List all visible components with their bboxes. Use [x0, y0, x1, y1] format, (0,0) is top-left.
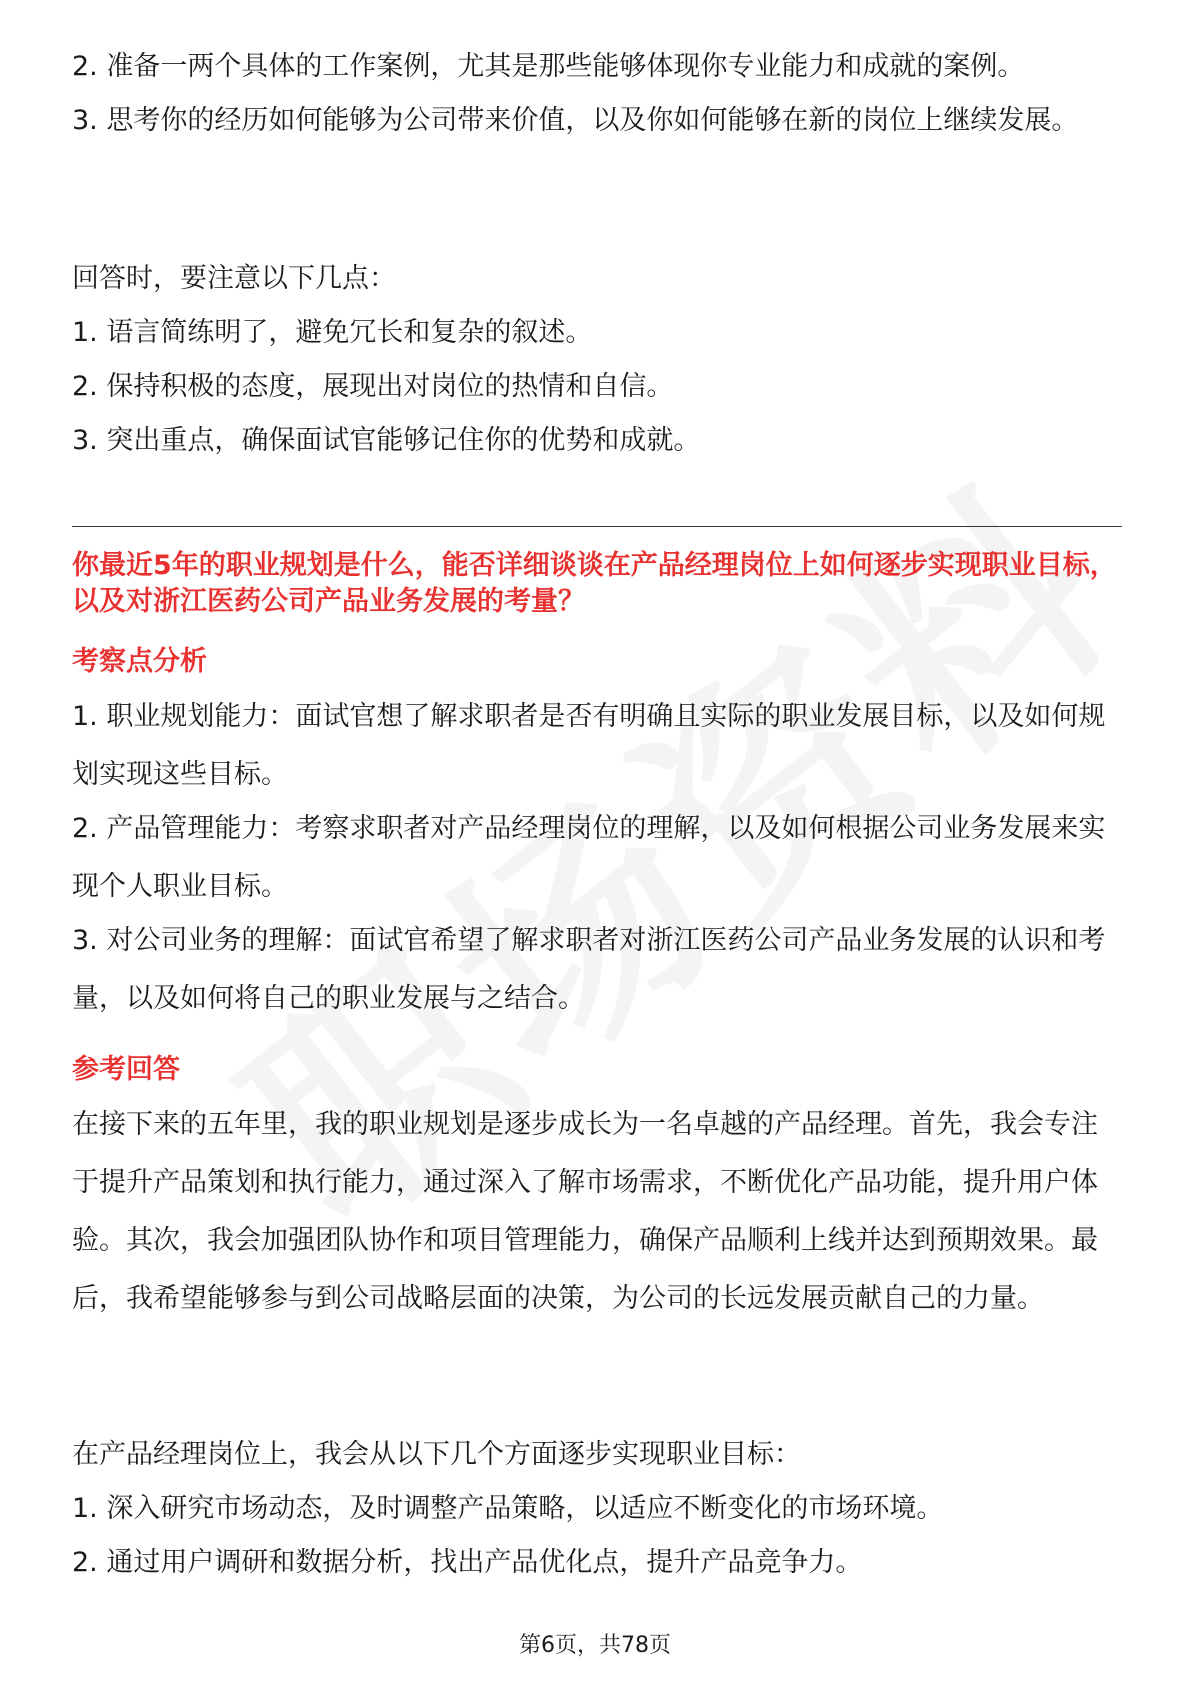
- analysis-item-3: 3. 对公司业务的理解：面试官希望了解求职者对浙江医药公司产品业务发展的认识和考量，以及如何将自己的职业发展与之结合。: [72, 925, 1106, 1014]
- top-item-3: 3. 思考你的经历如何能够为公司带来价值，以及你如何能够在新的岗位上继续发展。: [72, 105, 1079, 136]
- answer-item-1: 1. 深入研究市场动态，及时调整产品策略，以适应不断变化的市场环境。: [72, 1493, 944, 1524]
- analysis-item-1: 1. 职业规划能力：面试官想了解求职者是否有明确且实际的职业发展目标，以及如何规划实现这些目标。: [72, 701, 1106, 790]
- note-item-1: 1. 语言简练明了，避免冗长和复杂的叙述。: [72, 317, 593, 348]
- question-heading: 你最近5年的职业规划是什么，能否详细谈谈在产品经理岗位上如何逐步实现职业目标，以及对浙江医药公司产品业务发展的考量？: [72, 550, 1117, 617]
- note-item-3: 3. 突出重点，确保面试官能够记住你的优势和成就。: [72, 425, 701, 456]
- analysis-title: 考察点分析: [72, 646, 207, 677]
- answer-paragraph-1: 在接下来的五年里，我的职业规划是逐步成长为一名卓越的产品经理。首先，我会专注于提升产品策划和执行能力，通过深入了解市场需求，不断优化产品功能，提升用户体验。其次，我会加强团队协作和项目管理能力，确保产品顺利上线并达到预期效果。最后，我希望能够参与到公司战略层面的决策，为公司的长远发展贡献自己的力量。: [72, 1109, 1098, 1314]
- note-item-2: 2. 保持积极的态度，展现出对岗位的热情和自信。: [72, 371, 674, 402]
- notes-intro: 回答时，要注意以下几点：: [72, 263, 396, 294]
- answer-paragraph-2: 在产品经理岗位上，我会从以下几个方面逐步实现职业目标：: [72, 1439, 801, 1470]
- analysis-item-2: 2. 产品管理能力：考察求职者对产品经理岗位的理解，以及如何根据公司业务发展来实现个人职业目标。: [72, 813, 1106, 902]
- section-divider: [72, 526, 1122, 527]
- page-footer: 第6页，共78页: [519, 1633, 671, 1658]
- answer-item-2: 2. 通过用户调研和数据分析，找出产品优化点，提升产品竞争力。: [72, 1547, 863, 1578]
- answer-title: 参考回答: [72, 1054, 180, 1085]
- top-item-2: 2. 准备一两个具体的工作案例，尤其是那些能够体现你专业能力和成就的案例。: [72, 51, 1025, 82]
